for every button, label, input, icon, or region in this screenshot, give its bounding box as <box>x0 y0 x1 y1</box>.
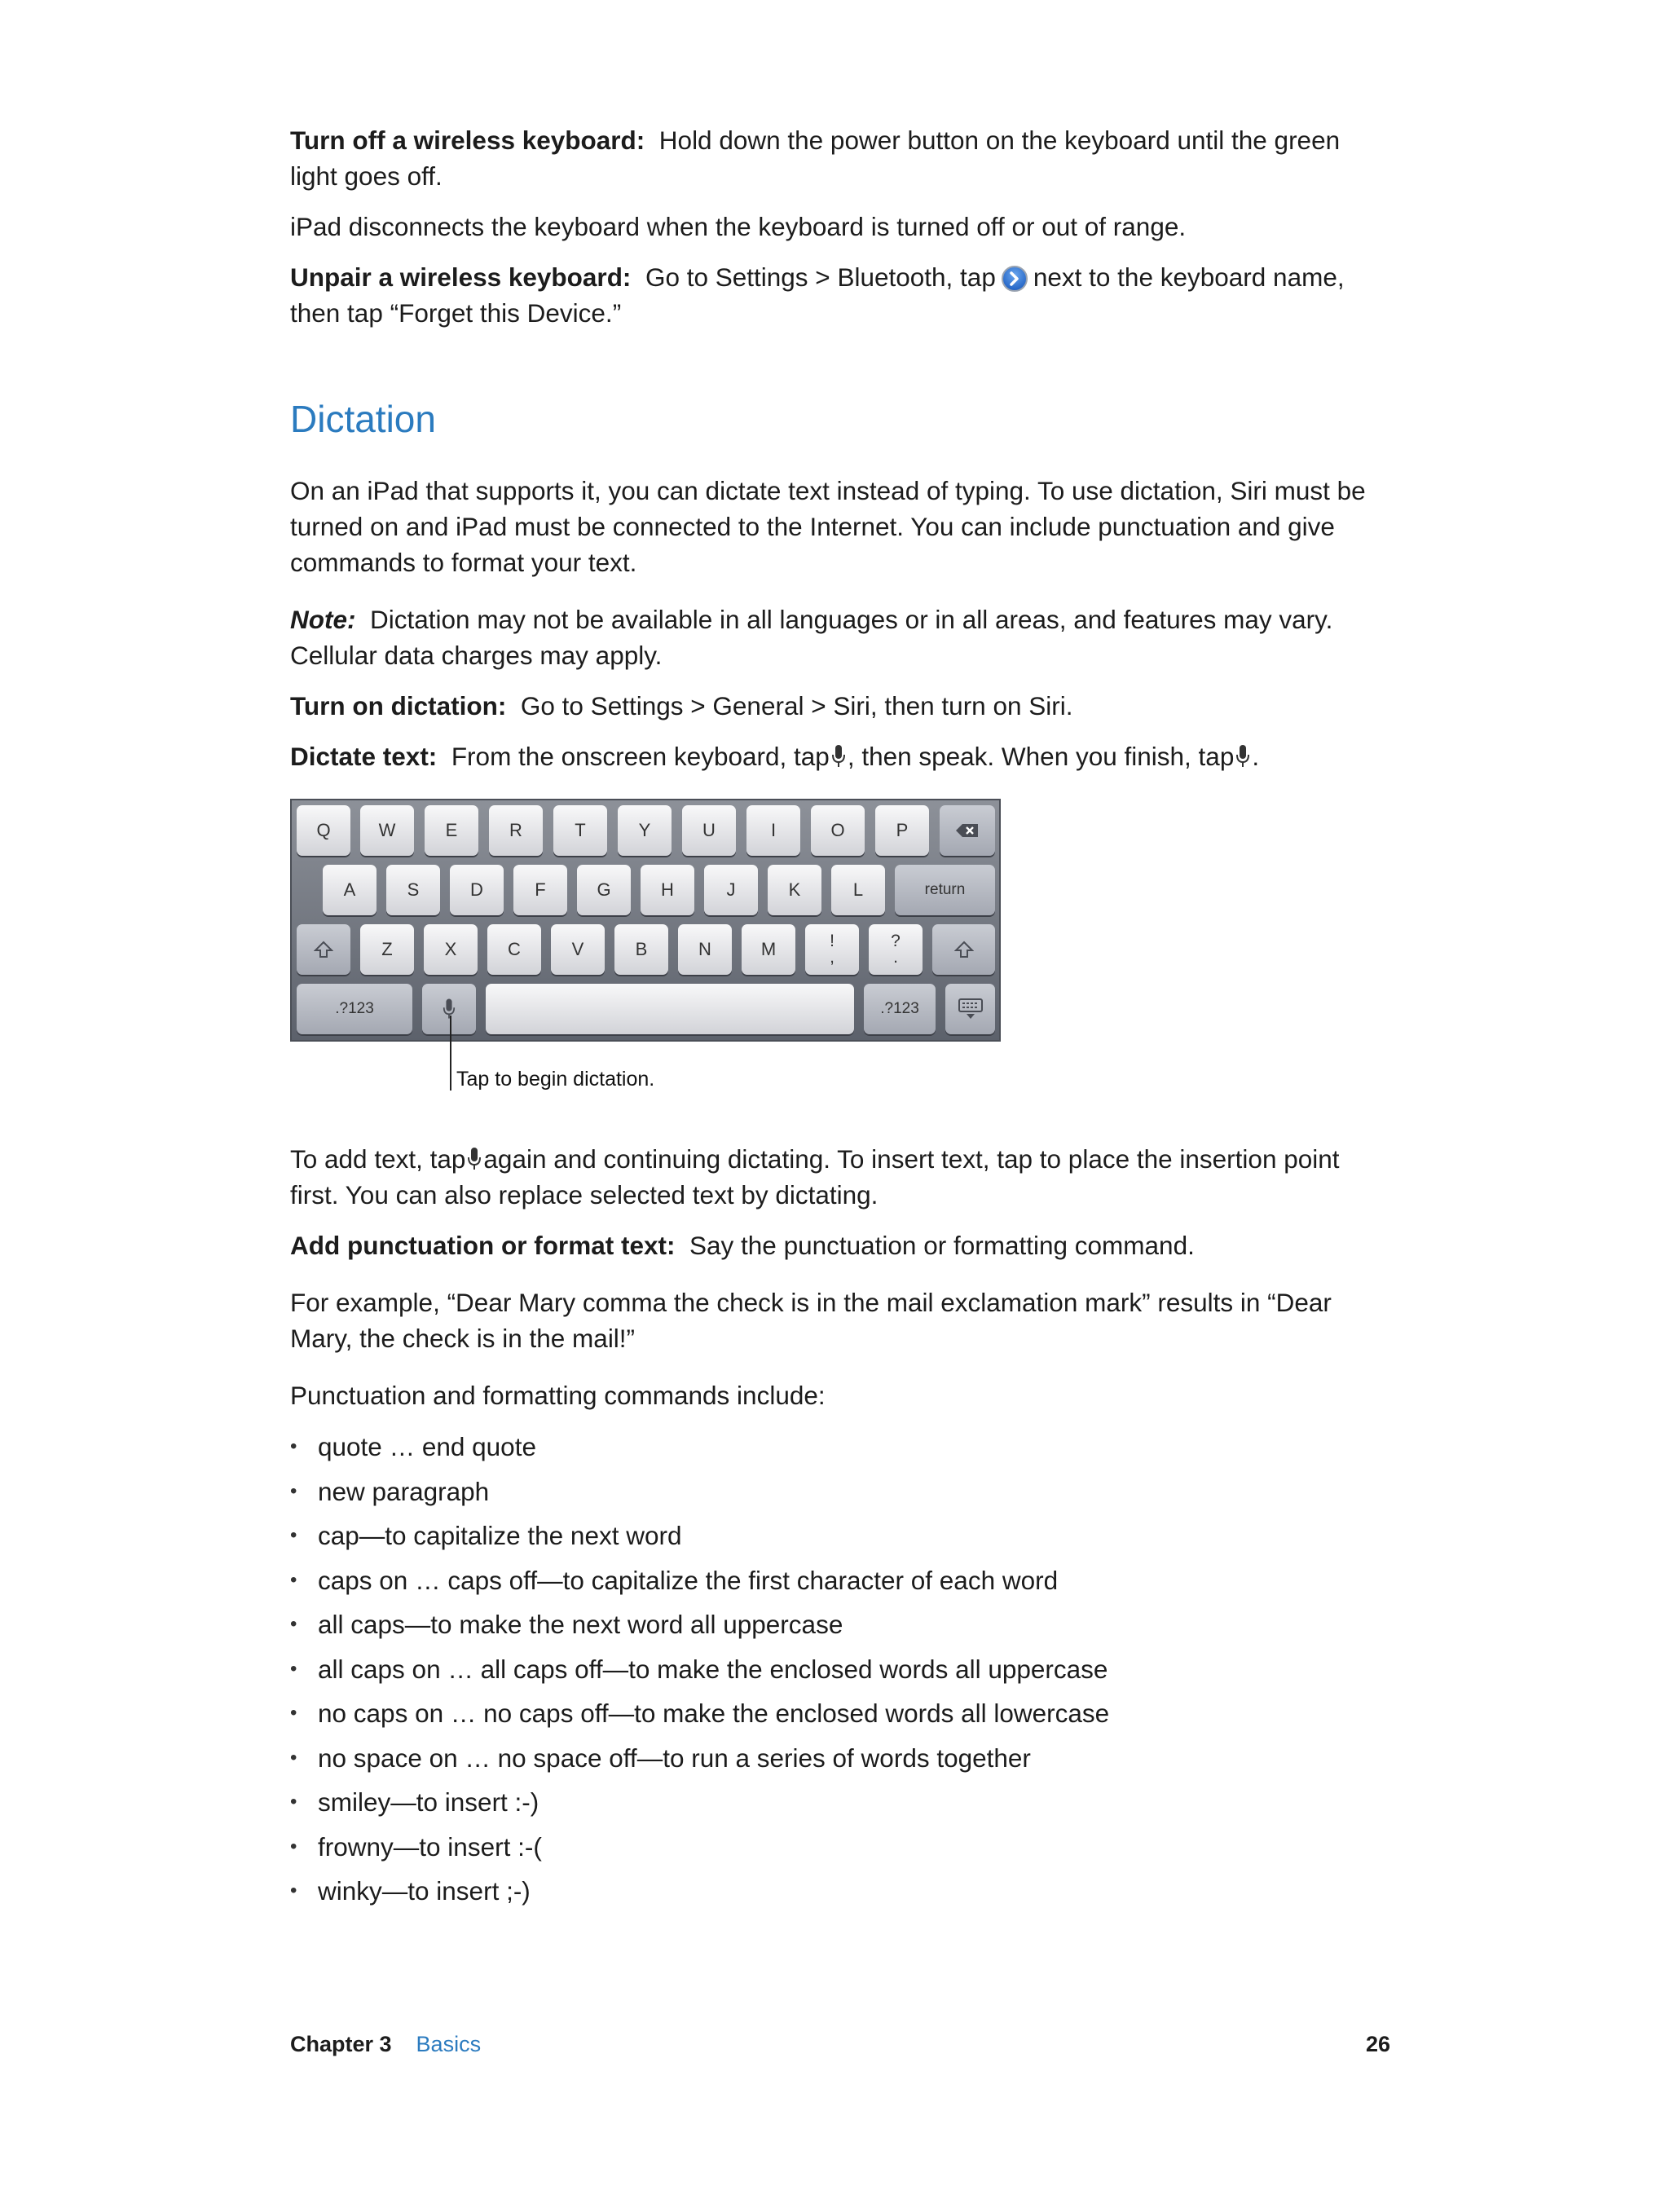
list-item: • all caps—to make the next word all uppercase <box>290 1602 1390 1647</box>
key-c[interactable]: C <box>487 924 541 975</box>
key-v[interactable]: V <box>551 924 605 975</box>
key-exclamation-comma[interactable] <box>805 924 859 975</box>
lead-punctuation: Add punctuation or format text: <box>290 1231 676 1261</box>
lead-turn-on: Turn on dictation: <box>290 691 507 721</box>
detail-disclosure-icon <box>1001 265 1028 293</box>
number-key-right[interactable]: .?123 <box>864 984 936 1034</box>
footer-section-link[interactable]: Basics <box>416 2032 482 2056</box>
delete-key[interactable] <box>940 805 995 856</box>
text-dictate-before: From the onscreen keyboard, tap <box>451 742 830 772</box>
key-t[interactable]: T <box>553 805 607 856</box>
list-item: • winky—to insert ;-) <box>290 1869 1390 1914</box>
key-x[interactable]: X <box>424 924 478 975</box>
page-content <box>290 122 1390 1914</box>
callout-label: Tap to begin dictation. <box>456 1068 655 1091</box>
hide-keyboard-key[interactable] <box>945 984 995 1034</box>
microphone-icon <box>1235 744 1250 769</box>
paragraph-example: For example, “Dear Mary comma the check is in the mail exclamation mark” results in “Dear Mary, the check is in the mail!” <box>290 1288 1332 1354</box>
text-turn-on: Go to Settings > General > Siri, then turn on Siri. <box>520 691 1073 721</box>
key-y[interactable]: Y <box>618 805 672 856</box>
key-k[interactable]: K <box>768 865 821 915</box>
list-item: • frowny—to insert :-( <box>290 1825 1390 1870</box>
key-q[interactable]: Q <box>297 805 350 856</box>
text-dictate-middle: , then speak. When you finish, tap <box>847 742 1235 772</box>
footer-chapter: Chapter 3 <box>290 2032 392 2056</box>
key-z[interactable]: Z <box>360 924 414 975</box>
key-r[interactable]: R <box>489 805 543 856</box>
text-note: Dictation may not be available in all languages or in all areas, and features may vary. Cellular data charges may apply. <box>290 605 1333 671</box>
key-e[interactable]: E <box>425 805 478 856</box>
lead-note: Note: <box>290 605 356 635</box>
key-a[interactable]: A <box>323 865 377 915</box>
key-lower-char: , <box>830 948 834 967</box>
key-n[interactable]: N <box>678 924 732 975</box>
callout-line <box>450 1016 451 1091</box>
section-heading-dictation: Dictation <box>290 398 436 440</box>
lead-turn-off: Turn off a wireless keyboard: <box>290 126 645 155</box>
list-item: • caps on … caps off—to capitalize the first character of each word <box>290 1558 1390 1603</box>
key-m[interactable]: M <box>742 924 795 975</box>
shift-key-left[interactable] <box>297 924 350 975</box>
list-item: • cap—to capitalize the next word <box>290 1514 1390 1558</box>
text-dictate-end: . <box>1252 742 1260 772</box>
key-p[interactable]: P <box>875 805 929 856</box>
dictation-key[interactable] <box>422 984 476 1034</box>
paragraph-dictation-intro: On an iPad that supports it, you can dictate text instead of typing. To use dictation, Siri must be turned on and iPad must be connected to the Internet. You can include punctuation and give commands to format your text. <box>290 476 1366 578</box>
space-bar[interactable] <box>486 984 854 1034</box>
lead-dictate: Dictate text: <box>290 742 438 772</box>
paragraph-list-intro: Punctuation and formatting commands include: <box>290 1381 826 1411</box>
list-item: • all caps on … all caps off—to make the enclosed words all uppercase <box>290 1647 1390 1692</box>
key-g[interactable]: G <box>577 865 631 915</box>
paragraph-note <box>290 601 1390 673</box>
key-d[interactable]: D <box>450 865 504 915</box>
paragraph-dictate-text <box>290 738 1390 774</box>
list-item: • new paragraph <box>290 1470 1390 1514</box>
text-unpair-after: next to the keyboard name, then tap “Forget this Device.” <box>290 262 1345 328</box>
paragraph-add-text <box>290 1141 1390 1213</box>
key-b[interactable]: B <box>614 924 668 975</box>
key-l[interactable]: L <box>831 865 885 915</box>
key-i[interactable]: I <box>746 805 800 856</box>
list-item: • no caps on … no caps off—to make the enclosed words all lowercase <box>290 1691 1390 1736</box>
onscreen-keyboard <box>290 799 1001 1042</box>
paragraph-turn-on-dictation <box>290 688 1390 724</box>
page-number: 26 <box>1365 2032 1390 2056</box>
microphone-icon <box>467 1147 482 1171</box>
list-item: • smiley—to insert :-) <box>290 1780 1390 1825</box>
paragraph-disconnects: iPad disconnects the keyboard when the keyboard is turned off or out of range. <box>290 212 1187 241</box>
text-punctuation: Say the punctuation or formatting command. <box>689 1231 1195 1261</box>
commands-list <box>290 1425 1390 1914</box>
delete-icon <box>955 823 980 838</box>
paragraph-unpair-keyboard <box>290 259 1390 331</box>
key-j[interactable]: J <box>704 865 758 915</box>
key-w[interactable]: W <box>360 805 414 856</box>
microphone-icon <box>831 744 846 769</box>
list-item: • quote … end quote <box>290 1425 1390 1470</box>
text-turn-off: Hold down the power button on the keyboard until the green light goes off. <box>290 126 1341 191</box>
list-item: • no space on … no space off—to run a series of words together <box>290 1736 1390 1781</box>
keyboard-figure <box>290 799 1007 1117</box>
paragraph-add-punctuation <box>290 1227 1390 1263</box>
key-upper-char: ! <box>830 932 834 951</box>
key-s[interactable]: S <box>386 865 440 915</box>
shift-key-right[interactable] <box>932 924 995 975</box>
key-f[interactable]: F <box>513 865 567 915</box>
key-question-period[interactable] <box>869 924 923 975</box>
key-h[interactable]: H <box>641 865 694 915</box>
key-u[interactable]: U <box>682 805 736 856</box>
return-key[interactable]: return <box>895 865 995 915</box>
lead-unpair: Unpair a wireless keyboard: <box>290 262 632 292</box>
text-add-after: again and continuing dictating. To insert text, tap to place the insertion point first. You can also replace selected text by dictating. <box>290 1144 1340 1210</box>
number-key-left[interactable]: .?123 <box>297 984 412 1034</box>
key-lower-char: . <box>893 948 898 967</box>
shift-icon <box>314 941 333 958</box>
page-footer <box>290 2026 1390 2062</box>
text-unpair-before: Go to Settings > Bluetooth, tap <box>645 262 996 292</box>
text-add-before: To add text, tap <box>290 1144 466 1174</box>
microphone-icon <box>443 998 456 1020</box>
paragraph-turn-off-keyboard <box>290 122 1390 194</box>
key-o[interactable]: O <box>811 805 865 856</box>
shift-icon <box>954 941 974 958</box>
key-upper-char: ? <box>891 932 901 951</box>
hide-keyboard-icon <box>958 998 983 1020</box>
